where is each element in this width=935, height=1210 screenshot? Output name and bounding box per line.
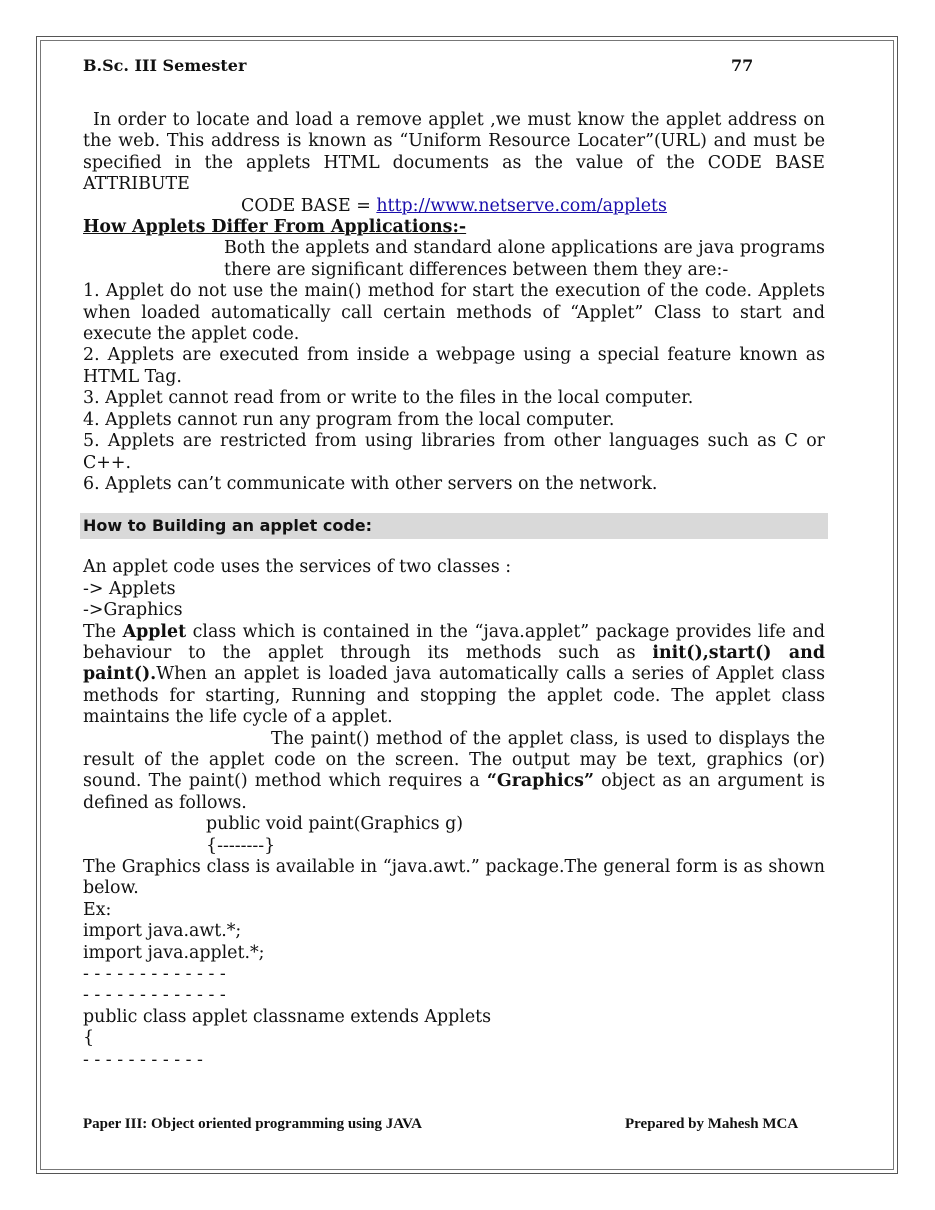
codebase-label: CODE BASE =: [241, 195, 377, 216]
footer-paper-title: Paper III: Object oriented programming using JAVA: [83, 1116, 422, 1132]
bold-methods: init(),start() and paint().: [83, 642, 825, 685]
section-heading-building: How to Building an applet code:: [80, 513, 828, 539]
code-dashes: - - - - - - - - - - -: [83, 1049, 203, 1070]
text-span: The paint() method of the applet class, is used to displays the result of the applet code on the screen. The output may be text, graphics (or) sound. The paint() method which requires a: [83, 728, 825, 792]
footer-author: Prepared by Mahesh MCA: [625, 1116, 799, 1132]
list-item: 4. Applets cannot run any program from the local computer.: [83, 409, 615, 430]
bold-graphics: “Graphics”: [486, 771, 594, 792]
code-import-applet: import java.applet.*;: [83, 942, 265, 963]
header-course: B.Sc. III Semester: [83, 56, 247, 75]
code-dashes: - - - - - - - - - - - - -: [83, 964, 226, 985]
list-item: 1. Applet do not use the main() method for start the execution of the code. Applets when loaded automatically call certain methods of “Applet” Class to start and execute the applet code.: [83, 281, 825, 345]
codebase-line: [83, 196, 825, 217]
applet-class-paragraph: [83, 622, 825, 729]
intro-paragraph: In order to locate and load a remove applet ,we must know the applet address on the web. This address is known as “Uniform Resource Locater”(URL) and must be specified in the applets HTML documents as the value of the CODE BASE ATTRIBUTE: [83, 110, 825, 195]
code-brace: {: [83, 1028, 95, 1049]
section2-intro: An applet code uses the services of two classes :: [83, 557, 512, 578]
class-item-applets: -> Applets: [83, 578, 176, 599]
example-label: Ex:: [83, 899, 112, 920]
text-span: class which is contained in the “java.applet” package provides life and behaviour to the applet through its methods such as: [83, 621, 825, 663]
graphics-paragraph: The Graphics class is available in “java.awt.” package.The general form is as shown below.: [83, 857, 825, 899]
list-item: 3. Applet cannot read from or write to the files in the local computer.: [83, 388, 694, 409]
bold-applet: Applet: [122, 621, 187, 642]
section-heading-differ: How Applets Differ From Applications:-: [83, 217, 467, 238]
code-line-body: {--------}: [206, 835, 276, 856]
page-content: [83, 110, 825, 1071]
section1-intro: Both the applets and standard alone applications are java programs there are significant differences between them they are:-: [224, 238, 825, 280]
code-class-line: public class applet classname extends Applets: [83, 1006, 492, 1027]
text-span: When an applet is loaded java automatically calls a series of Applet class methods for starting, Running and stopping the applet code. The applet class maintains the life cycle of a applet.: [83, 664, 825, 728]
list-item: 5. Applets are restricted from using libraries from other languages such as C or C++.: [83, 431, 825, 473]
class-item-graphics: ->Graphics: [83, 600, 183, 621]
paint-paragraph: [83, 729, 825, 815]
code-import-awt: import java.awt.*;: [83, 921, 242, 942]
list-item: 6. Applets can’t communicate with other servers on the network.: [83, 473, 658, 494]
code-dashes: - - - - - - - - - - - - -: [83, 985, 226, 1006]
list-item: 2. Applets are executed from inside a webpage using a special feature known as HTML Tag.: [83, 345, 825, 387]
text-span: object as an argument is defined as follows.: [83, 771, 825, 813]
text-span: The: [83, 621, 123, 642]
header-page-number: 77: [731, 56, 754, 75]
code-line-paint: public void paint(Graphics g): [206, 814, 463, 835]
codebase-link[interactable]: http://www.netserve.com/applets: [376, 195, 667, 216]
